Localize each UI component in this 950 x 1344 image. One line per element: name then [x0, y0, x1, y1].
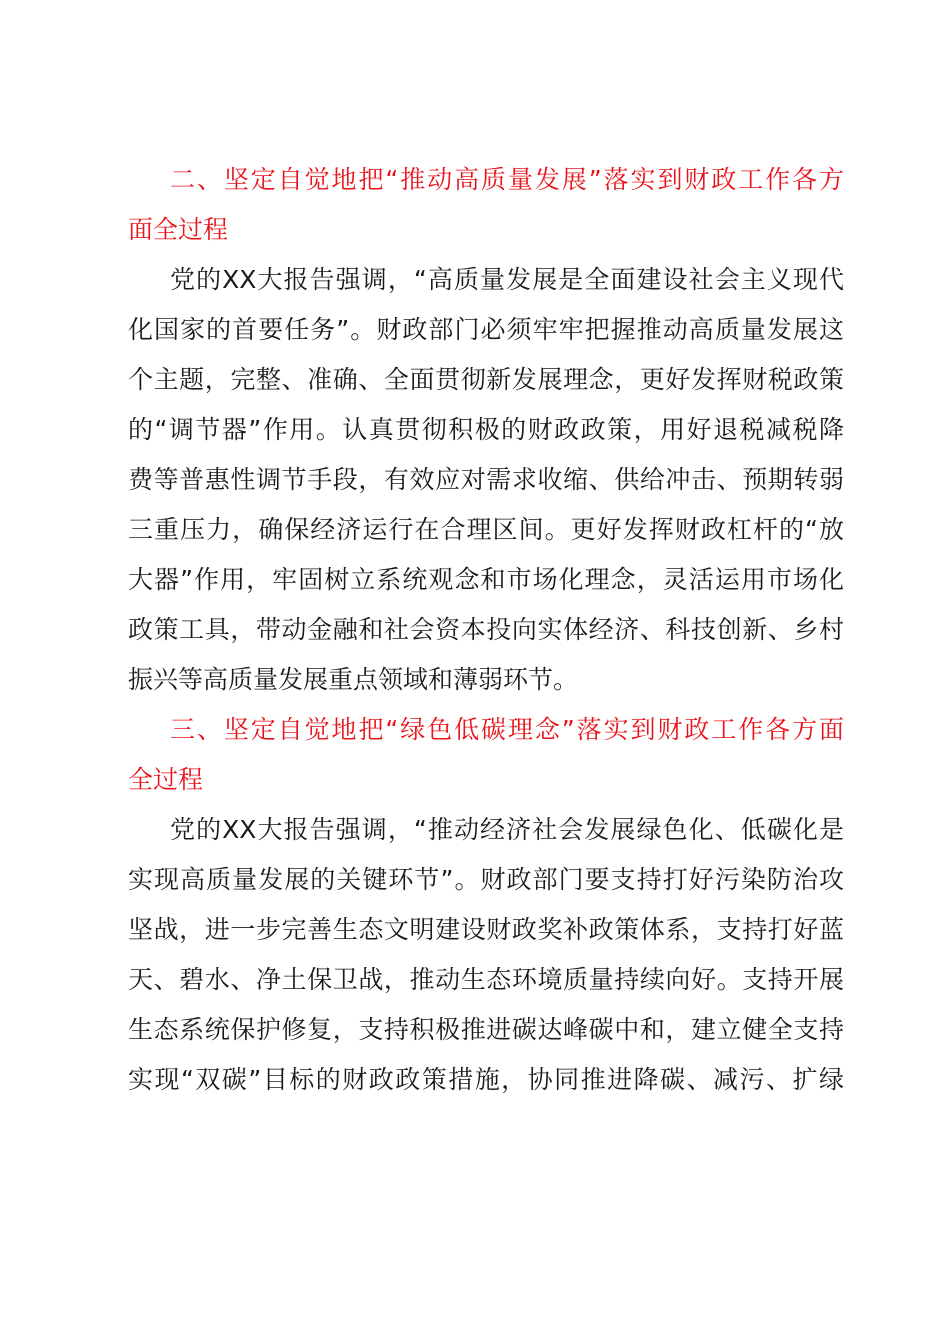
- section-2-paragraph-line: 化国家的首要任务”。财政部门必须牢牢把握推动高质量发展这: [128, 315, 844, 344]
- section-2-paragraph-line: 振兴等高质量发展重点领域和薄弱环节。: [128, 665, 579, 694]
- section-3-paragraph-line: 坚战，进一步完善生态文明建设财政奖补政策体系，支持打好蓝: [128, 915, 844, 944]
- section-2-paragraph-line: 的“调节器”作用。认真贯彻积极的财政政策，用好退税减税降: [128, 415, 844, 444]
- document-page: [128, 155, 844, 1105]
- section-2-paragraph-line: 党的XX大报告强调，“高质量发展是全面建设社会主义现代: [170, 265, 844, 294]
- section-3-paragraph-line: 天、碧水、净土保卫战，推动生态环境质量持续向好。支持开展: [128, 965, 844, 994]
- section-2-paragraph-line: 大器”作用，牢固树立系统观念和市场化理念，灵活运用市场化: [128, 565, 844, 594]
- section-2-heading-line-2: 面全过程: [128, 215, 229, 244]
- section-2-heading-line-1: 二、坚定自觉地把“推动高质量发展”落实到财政工作各方: [170, 165, 844, 194]
- section-3-heading-line-1: 三、坚定自觉地把“绿色低碳理念”落实到财政工作各方面: [170, 715, 844, 744]
- section-3-heading-line-2: 全过程: [128, 765, 204, 794]
- section-3-paragraph-line: 党的XX大报告强调，“推动经济社会发展绿色化、低碳化是: [170, 815, 844, 844]
- section-3-paragraph-line: 实现高质量发展的关键环节”。财政部门要支持打好污染防治攻: [128, 865, 844, 894]
- section-2-paragraph-line: 政策工具，带动金融和社会资本投向实体经济、科技创新、乡村: [128, 615, 844, 644]
- section-3-paragraph-line: 生态系统保护修复，支持积极推进碳达峰碳中和，建立健全支持: [128, 1015, 844, 1044]
- section-2-paragraph-line: 三重压力，确保经济运行在合理区间。更好发挥财政杠杆的“放: [128, 515, 844, 544]
- section-3-paragraph-line: 实现“双碳”目标的财政政策措施，协同推进降碳、减污、扩绿: [128, 1065, 844, 1094]
- section-2-paragraph-line: 个主题，完整、准确、全面贯彻新发展理念，更好发挥财税政策: [128, 365, 844, 394]
- section-2-paragraph-line: 费等普惠性调节手段，有效应对需求收缩、供给冲击、预期转弱: [128, 465, 844, 494]
